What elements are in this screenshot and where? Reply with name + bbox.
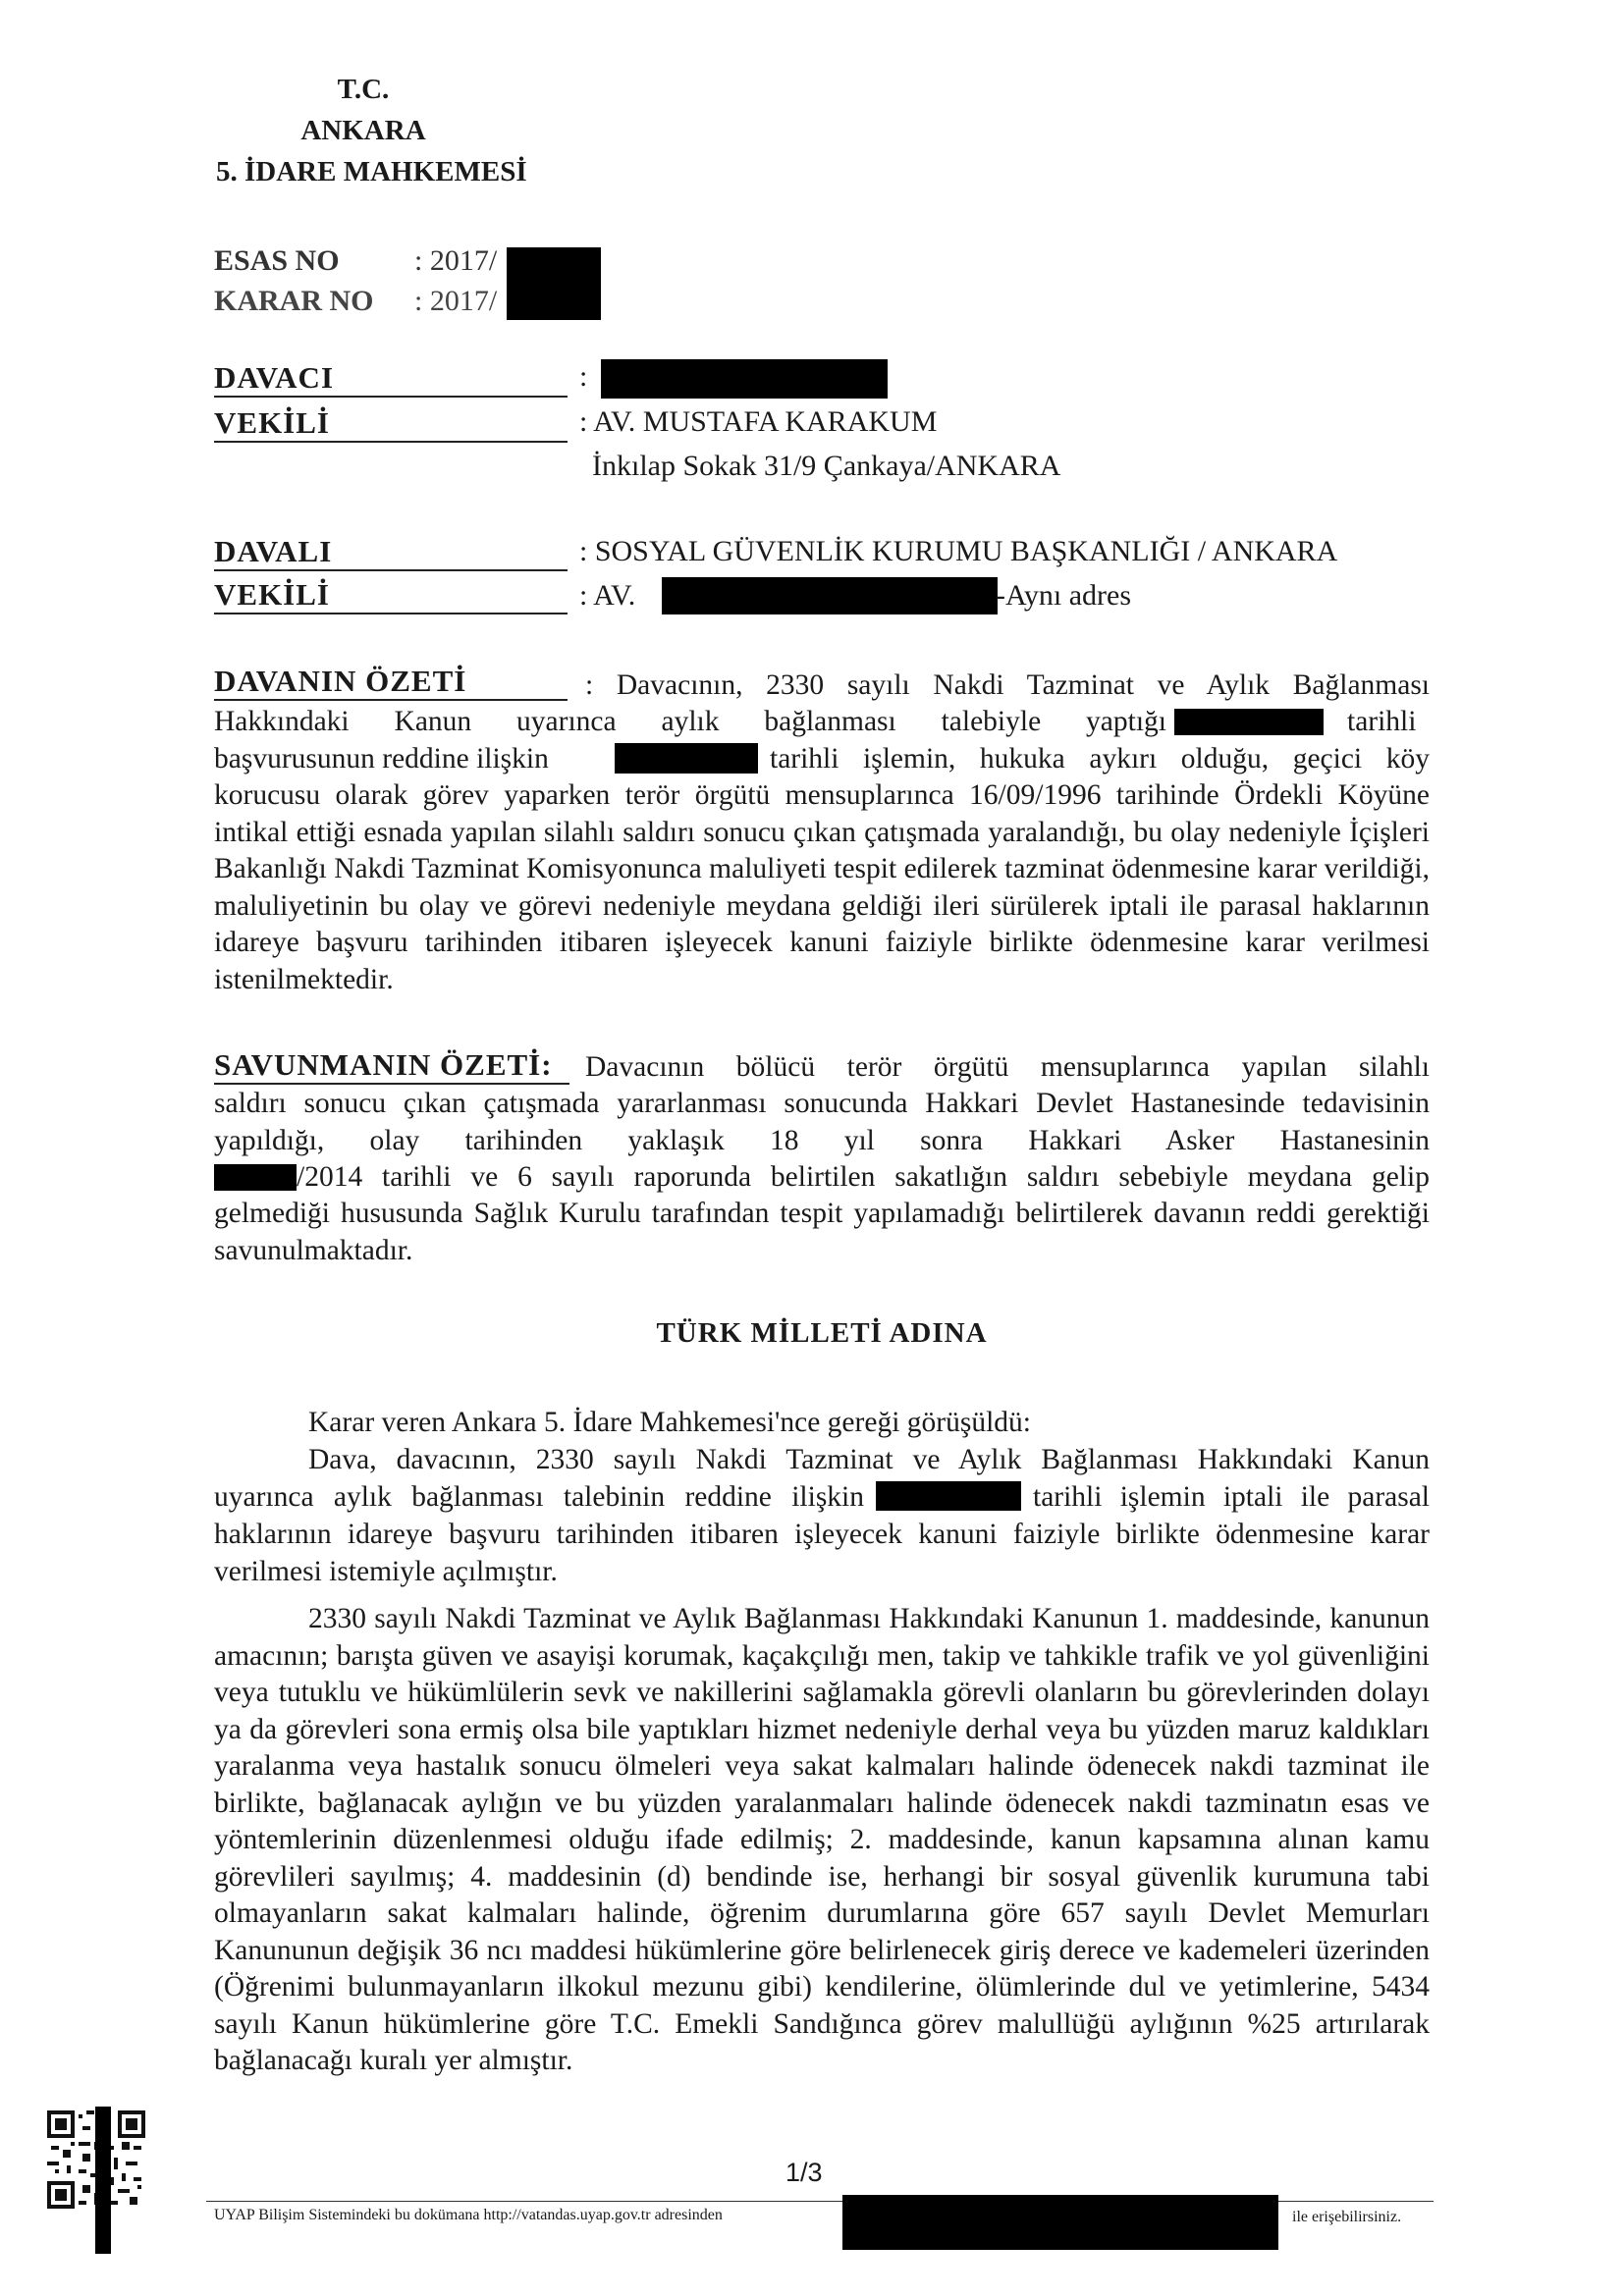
summary-first-line: : Davacının, 2330 sayılı Nakdi Tazminat ve Aylık Bağlanması [585,669,1430,701]
esas-label: ESAS NO [214,244,340,277]
davaci-label: DAVACI [214,360,568,398]
davali-label: DAVALI [214,534,568,571]
court-line-city: ANKARA [300,115,426,146]
footer-right: ile erişebilirsiniz. [1292,2209,1402,2225]
summary-body: korucusu olarak görev yaparken terör örgütü mensuplarınca 16/09/1996 tarihinde Ördekli Köyüne intikal ettiği esnada yapılan silahlı saldırı sonucu çıkan çatışmada yaralandığı, bu olay nedeniyle İçişleri Bakanlığı Nakdi Tazminat Komisyonunca maluliyeti tespit edilerek tazminat ödenmesine karar verildiği, maluliyetinin bu olay ve görevi nedeniyle meydana geldiği ileri sürülerek iptali ile parasal haklarının idareye başvuru tarihinden itibaren işleyecek kanuni faiziyle birlikte ödenmesine karar verilmesi istenilmektedir. [214,779,1430,995]
defense-label: SAVUNMANIN ÖZETİ: [214,1047,569,1085]
karar-value: : 2017/ [414,285,498,317]
redaction-body-date [876,1481,1021,1511]
redaction-qr-bar [95,2107,111,2254]
davaci-vekili-label: VEKİLİ [214,405,568,443]
body-paragraph-2-line1: Dava, davacının, 2330 sayılı Nakdi Tazminat ve Aylık Bağlanması Hakkındaki Kanun [308,1444,1430,1475]
court-line-tc: T.C. [337,74,390,105]
davaci-value: : [579,360,588,393]
footer-left: UYAP Bilişim Sistemindeki bu dokümana http://vatandas.uyap.gov.tr adresinden [214,2207,723,2223]
summary-label: DAVANIN ÖZETİ [214,664,568,701]
defense-rest: gelmediği hususunda Sağlık Kurulu tarafından tespit yapılamadığı belirtilerek davanın reddi gerektiği savunulmaktadır. [214,1198,1430,1266]
davaci-vekili-value: : AV. MUSTAFA KARAKUM [579,405,938,438]
redaction-davali-vekili [662,577,998,614]
summary-line2-b: tarihli [1347,706,1417,737]
summary-line3-a: başvurusunun reddine ilişkin [214,743,549,774]
summary-line2-a: Hakkındaki Kanun uyarınca aylık bağlanması talebiyle yaptığı [214,706,1166,737]
redaction-davaci [601,359,888,399]
davaci-vekili-address: İnkılap Sokak 31/9 Çankaya/ANKARA [592,450,1061,482]
body-paragraph-2-rest: haklarının idareye başvuru tarihinden itibaren işleyecek kanuni faiziyle birlikte ödenmesine karar verilmesi istemiyle açılmıştır. [214,1519,1430,1587]
karar-label: KARAR NO [214,285,374,317]
redaction-summary-date1 [1174,709,1324,735]
verdict-heading: TÜRK MİLLETİ ADINA [656,1317,988,1349]
body-paragraph-2-line2-b: tarihli işlemin iptali ile parasal [1033,1481,1430,1513]
redaction-case-numbers [507,247,601,320]
defense-middle: saldırı sonucu çıkan çatışmada yararlanması sonucunda Hakkari Devlet Hastanesinde tedavisinin yapıldığı, olay tarihinden yaklaşık 18 yıl sonra Hakkari Asker Hastanesinin [214,1088,1430,1156]
esas-value: : 2017/ [414,244,498,277]
summary-line3-b: tarihli işlemin, hukuka aykırı olduğu, geçici köy [770,743,1430,774]
court-header [216,69,527,192]
redaction-summary-date2 [615,743,758,774]
davali-vekili-suffix: -Aynı adres [996,579,1132,612]
body-paragraph-2-line2-a: uyarınca aylık bağlanması talebinin reddine ilişkin [214,1481,864,1513]
redaction-defense-date [214,1164,297,1191]
body-paragraph-1: Karar veren Ankara 5. İdare Mahkemesi'nce gereği görüşüldü: [308,1407,1031,1438]
davali-vekili-label: VEKİLİ [214,577,568,614]
page-number: 1/3 [785,2158,823,2187]
defense-date-line: /2014 tarihli ve 6 sayılı raporunda belirtilen sakatlığın saldırı sebebiyle meydana gelip [297,1161,1430,1193]
defense-first-line: Davacının bölücü terör örgütü mensuplarınca yapılan silahlı [585,1051,1430,1083]
davali-value: : SOSYAL GÜVENLİK KURUMU BAŞKANLIĞI / ANKARA [579,535,1338,567]
redaction-footer-code [842,2195,1278,2250]
court-name: 5. İDARE MAHKEMESİ [216,156,527,187]
body-paragraph-3: 2330 sayılı Nakdi Tazminat ve Aylık Bağlanması Hakkındaki Kanunun 1. maddesinde, kanunun amacının; barışta güven ve asayişi korumak, kaçakçılığı men, takip ve tahkikle trafik ve yol güvenliğini veya tutuklu ve hükümlülerin sevk ve nakillerini sağlamakla görevli olanların bu görevlerinden dolayı ya da görevleri sona ermiş olsa bile yaptıkları hizmet nedeniyle derhal veya bu yüzden maruz kaldıkları yaralanma veya hastalık sonucu ölmeleri veya sakat kalmaları halinde ödenecek nakdi tazminat ile birlikte, bağlanacak aylığın ve bu yüzden yaralanmaları halinde ödenecek nakdi tazminatın esas ve yöntemlerinin düzenlenmesi olduğu ifade edilmiş; 2. maddesinde, kanun kapsamına alınan kamu görevlileri sayılmış; 4. maddesinin (d) bendinde ise, herhangi bir sosyal güvenlik kurumuna tabi olmayanların sakat kalmaları halinde, öğrenim durumlarına göre 657 sayılı Devlet Memurları Kanununun değişik 36 ncı maddesi hükümlerine göre belirlenecek giriş derece ve kademeleri üzerinden (Öğrenimi bulunmayanların ilkokul mezunu gibi) kendilerine, ölümlerinde dul ve yetimlerine, 5434 sayılı Kanun hükümlerine göre T.C. Emekli Sandığınca görev malullüğü aylığının %25 artırılarak bağlanacağı kuralı yer almıştır. [214,1603,1430,2076]
davali-vekili-prefix: : AV. [579,579,636,612]
